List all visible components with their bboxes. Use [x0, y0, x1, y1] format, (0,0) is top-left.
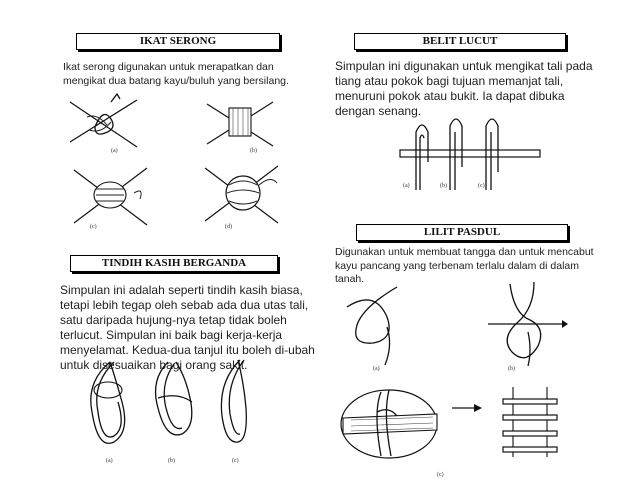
lilit-pasdul-description: Digunakan untuk membuat tangga dan untuk mencabut kayu pancang yang terbenam terlalu dalam di dalam tanah.	[335, 246, 594, 285]
belit-lucut-caption-a: (a)	[403, 183, 410, 189]
ikat-serong-caption-d: (d)	[225, 224, 232, 230]
tindih-kasih-diagram-a	[80, 360, 140, 455]
belit-lucut-diagram	[398, 112, 548, 192]
lilit-pasdul-caption-a: (a)	[373, 366, 380, 372]
ikat-serong-diagram-a	[65, 92, 145, 152]
lilit-pasdul-diagram-a	[345, 285, 415, 365]
lilit-pasdul-diagram-b	[488, 282, 568, 367]
ikat-serong-description: Ikat serong digunakan untuk merapatkan dan mengikat dua batang kayu/buluh yang bersilang.	[63, 61, 289, 87]
ikat-serong-caption-a: (a)	[111, 148, 118, 154]
lilit-pasdul-ladder-diagram	[495, 385, 565, 460]
tindih-kasih-description: Simpulan ini adalah seperti tindih kasih biasa, tetapi lebih tegap oleh sebab ada dua utas tali, satu daripada hujung-nya tetap tidak boleh terlucut. Simpulan ini baik bagi kerja-kerja menyelamat. Kedua-dua tanjul itu boleh di-ubah untuk disesuaikan bagi orang sakit.	[60, 283, 315, 372]
belit-lucut-description: Simpulan ini digunakan untuk mengikat tali pada tiang atau pokok bagi tujuan memanjat tali, menuruni pokok atau bukit. Ia dapat dibuka dengan senang.	[335, 59, 593, 118]
lilit-pasdul-diagram-c	[337, 384, 447, 464]
tindih-kasih-diagram-b	[148, 358, 208, 453]
tindih-kasih-title: TINDIH KASIH BERGANDA	[70, 255, 278, 272]
lilit-pasdul-caption-b: (b)	[508, 366, 515, 372]
lilit-pasdul-title: LILIT PASDUL	[356, 224, 568, 241]
ikat-serong-title: IKAT SERONG	[76, 33, 280, 50]
lilit-pasdul-caption-c: (c)	[437, 472, 444, 478]
belit-lucut-caption-c: (c)	[478, 183, 485, 189]
tindih-kasih-caption-b: (b)	[168, 458, 175, 464]
tindih-kasih-diagram-c	[212, 358, 262, 453]
belit-lucut-caption-b: (b)	[440, 183, 447, 189]
ikat-serong-caption-b: (b)	[250, 148, 257, 154]
tindih-kasih-caption-c: (c)	[232, 458, 239, 464]
ikat-serong-diagram-b	[205, 94, 275, 154]
arrow-icon	[452, 403, 482, 413]
belit-lucut-title: BELIT LUCUT	[354, 33, 566, 50]
tindih-kasih-caption-a: (a)	[106, 458, 113, 464]
ikat-serong-caption-c: (c)	[90, 224, 97, 230]
ikat-serong-diagram-c	[72, 165, 152, 230]
ikat-serong-diagram-d	[203, 163, 283, 228]
